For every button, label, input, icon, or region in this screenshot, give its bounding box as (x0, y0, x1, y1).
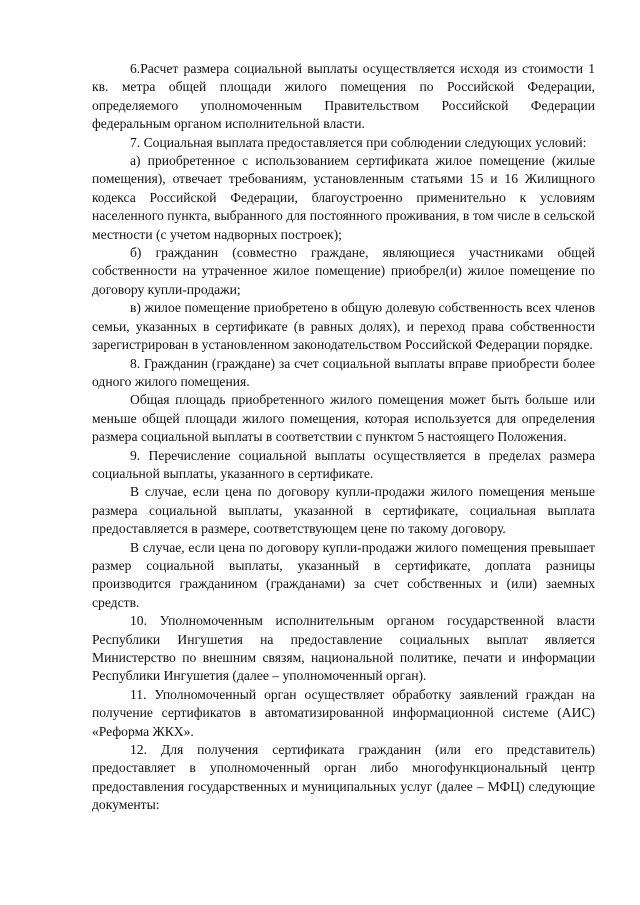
paragraph-7v: в) жилое помещение приобретено в общую долевую собственность всех членов семьи, указанных в сертификате (в равных долях), и переход права собственности зарегистрирован в установленном законодательством Российской Федерации порядке. (92, 300, 595, 353)
paragraph-7b: б) гражданин (совместно граждане, являющиеся участниками общей собственности на утраченное жилое помещение) приобрел(и) жилое помещение по договору купли-продажи; (92, 245, 595, 297)
paragraph-12: 12. Для получения сертификата гражданин (или его представитель) предоставляет в уполномоченный орган либо многофункциональный центр предоставления государственных и муниципальных услуг (далее – МФЦ) следующие документы: (92, 742, 595, 813)
document-page (92, 60, 595, 815)
paragraph-7: 7. Социальная выплата предоставляется при соблюдении следующих условий: (130, 134, 587, 150)
paragraph-11: 11. Уполномоченный орган осуществляет обработку заявлений граждан на получение сертификатов в автоматизированной информационной системе (АИС) «Реформа ЖКХ». (92, 686, 595, 739)
paragraph-9-less: В случае, если цена по договору купли-продажи жилого помещения меньше размера социальной выплаты, указанной в сертификате, социальная выплата предоставляется в размере, соответствующем цене по такому договору. (92, 484, 595, 537)
paragraph-10: 10. Уполномоченным исполнительным органом государственной власти Республики Ингушетия на предоставление социальных выплат является Министерство по внешним связям, национальной политике, печати и информации Республики Ингушетия (далее – уполномоченный орган). (92, 613, 595, 684)
paragraph-7a: а) приобретенное с использованием сертификата жилое помещение (жилые помещения), отвечает требованиям, установленным статьями 15 и 16 Жилищного кодекса Российской Федерации, благоустроенно применительно к условиям населенного пункта, выбранного для постоянного проживания, в том числе в сельской местности (с учетом надворных построек); (92, 153, 595, 242)
paragraph-9: 9. Перечисление социальной выплаты осуществляется в пределах размера социальной выплаты, указанного в сертификате. (92, 447, 595, 481)
paragraph-8-area: Общая площадь приобретенного жилого помещения может быть больше или меньше общей площади жилого помещения, которая используется для определения размера социальной выплаты в соответствии с пунктом 5 настоящего Положения. (92, 392, 595, 445)
paragraph-6: 6.Расчет размера социальной выплаты осуществляется исходя из стоимости 1 кв. метра общей площади жилого помещения по Российской Федерации, определяемого уполномоченным Правительством Российской Федерации федеральным органом исполнительной власти. (92, 61, 595, 132)
paragraph-9-more: В случае, если цена по договору купли-продажи жилого помещения превышает размер социальной выплаты, указанный в сертификате, доплата разницы производится гражданином (гражданами) за счет собственных и (или) заемных средств. (92, 539, 595, 610)
paragraph-8: 8. Гражданин (граждане) за счет социальной выплаты вправе приобрести более одного жилого помещения. (92, 355, 595, 389)
